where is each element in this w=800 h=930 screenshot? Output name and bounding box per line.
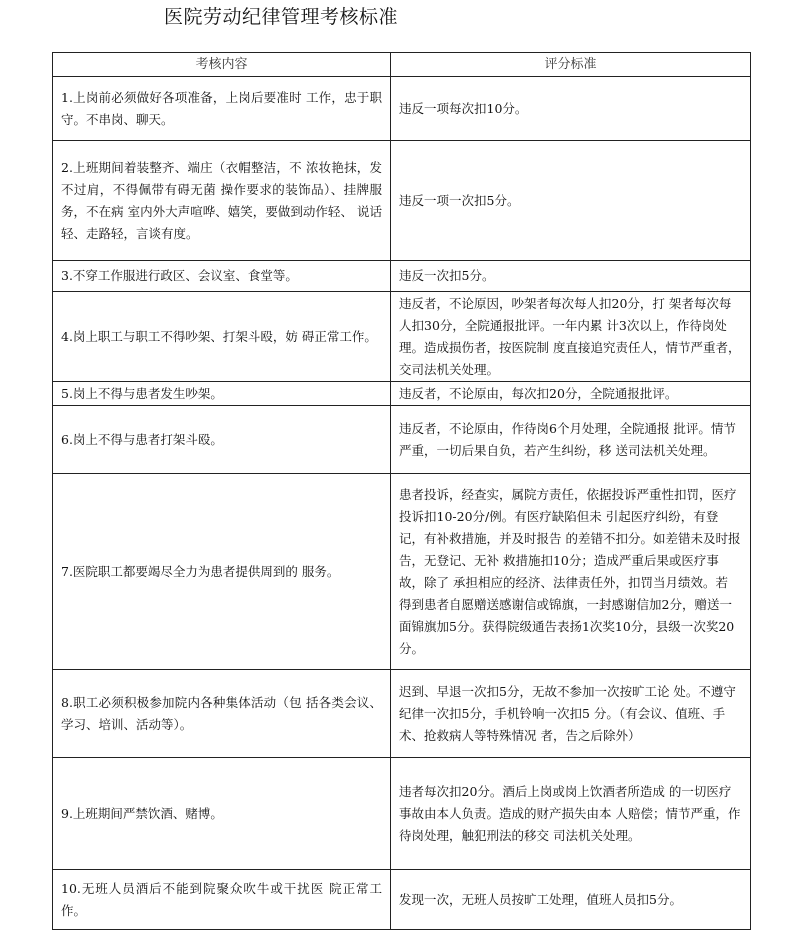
row-content: 1.上岗前必须做好各项准备，上岗后要准时 工作，忠于职守。不串岗、聊天。	[53, 77, 391, 141]
assessment-table	[52, 52, 751, 930]
row-standard: 违反者，不论原由，作待岗6个月处理，全院通报 批评。情节严重，一切后果自负，若产生纠纷，移 送司法机关处理。	[391, 406, 751, 474]
row-standard: 违反一次扣5分。	[391, 261, 751, 292]
row-standard: 迟到、早退一次扣5分，无故不参加一次按旷工论 处。不遵守纪律一次扣5分，手机铃响一次扣5 分。（有会议、值班、手术、抢救病人等特殊情况 者，告之后除外）	[391, 670, 751, 758]
table-header-row	[53, 53, 751, 77]
row-standard: 违反者，不论原由，每次扣20分，全院通报批评。	[391, 382, 751, 406]
document-title: 医院劳动纪律管理考核标准	[164, 6, 399, 28]
table-row	[53, 77, 751, 141]
table-row	[53, 474, 751, 670]
row-content: 8.职工必须积极参加院内各种集体活动（包 括各类会议、学习、培训、活动等）。	[53, 670, 391, 758]
row-standard: 违者每次扣20分。酒后上岗或岗上饮酒者所造成 的一切医疗事故由本人负责。造成的财产损失由本 人赔偿；情节严重，作待岗处理，触犯刑法的移交 司法机关处理。	[391, 758, 751, 870]
row-content: 9.上班期间严禁饮酒、赌博。	[53, 758, 391, 870]
row-content: 5.岗上不得与患者发生吵架。	[53, 382, 391, 406]
table-row	[53, 670, 751, 758]
row-content: 4.岗上职工与职工不得吵架、打架斗殴，妨 碍正常工作。	[53, 292, 391, 382]
table-row	[53, 406, 751, 474]
header-standard: 评分标准	[391, 53, 751, 77]
table-row	[53, 292, 751, 382]
row-standard: 违反者，不论原因，吵架者每次每人扣20分，打 架者每次每人扣30分，全院通报批评。一年内累 计3次以上，作待岗处理。造成损伤者，按医院制 度直接追究责任人，情节严重者，交司法机关处理。	[391, 292, 751, 382]
row-content: 10.无班人员酒后不能到院聚众吹牛或干扰医 院正常工作。	[53, 870, 391, 930]
table-row	[53, 261, 751, 292]
header-content: 考核内容	[53, 53, 391, 77]
row-content: 7.医院职工都要竭尽全力为患者提供周到的 服务。	[53, 474, 391, 670]
table-row	[53, 141, 751, 261]
table-row	[53, 758, 751, 870]
row-standard: 违反一项一次扣5分。	[391, 141, 751, 261]
row-content: 2.上班期间着装整齐、端庄（衣帽整洁，不 浓妆艳抹，发不过肩，不得佩带有碍无菌 操作要求的装饰品）、挂牌服务，不在病 室内外大声喧哗、嬉笑，要做到动作轻、 说话轻、走路轻，言谈有度。	[53, 141, 391, 261]
row-content: 3.不穿工作服进行政区、会议室、食堂等。	[53, 261, 391, 292]
row-standard: 患者投诉，经查实，属院方责任，依据投诉严重性扣罚，医疗投诉扣10-20分/例。有医疗缺陷但未 引起医疗纠纷，有登记，有补救措施，并及时报告 的差错不扣分。如差错未及时报告，无登记、无补 救措施扣10分；造成严重后果或医疗事故，除了 承担相应的经济、法律责任外，扣罚当月绩效。若 得到患者自愿赠送感谢信或锦旗，一封感谢信加2分，赠送一面锦旗加5分。获得院级通告表扬1次奖10分，县级一次奖20分。	[391, 474, 751, 670]
row-standard: 违反一项每次扣10分。	[391, 77, 751, 141]
row-standard: 发现一次，无班人员按旷工处理，值班人员扣5分。	[391, 870, 751, 930]
table-row	[53, 382, 751, 406]
row-content: 6.岗上不得与患者打架斗殴。	[53, 406, 391, 474]
